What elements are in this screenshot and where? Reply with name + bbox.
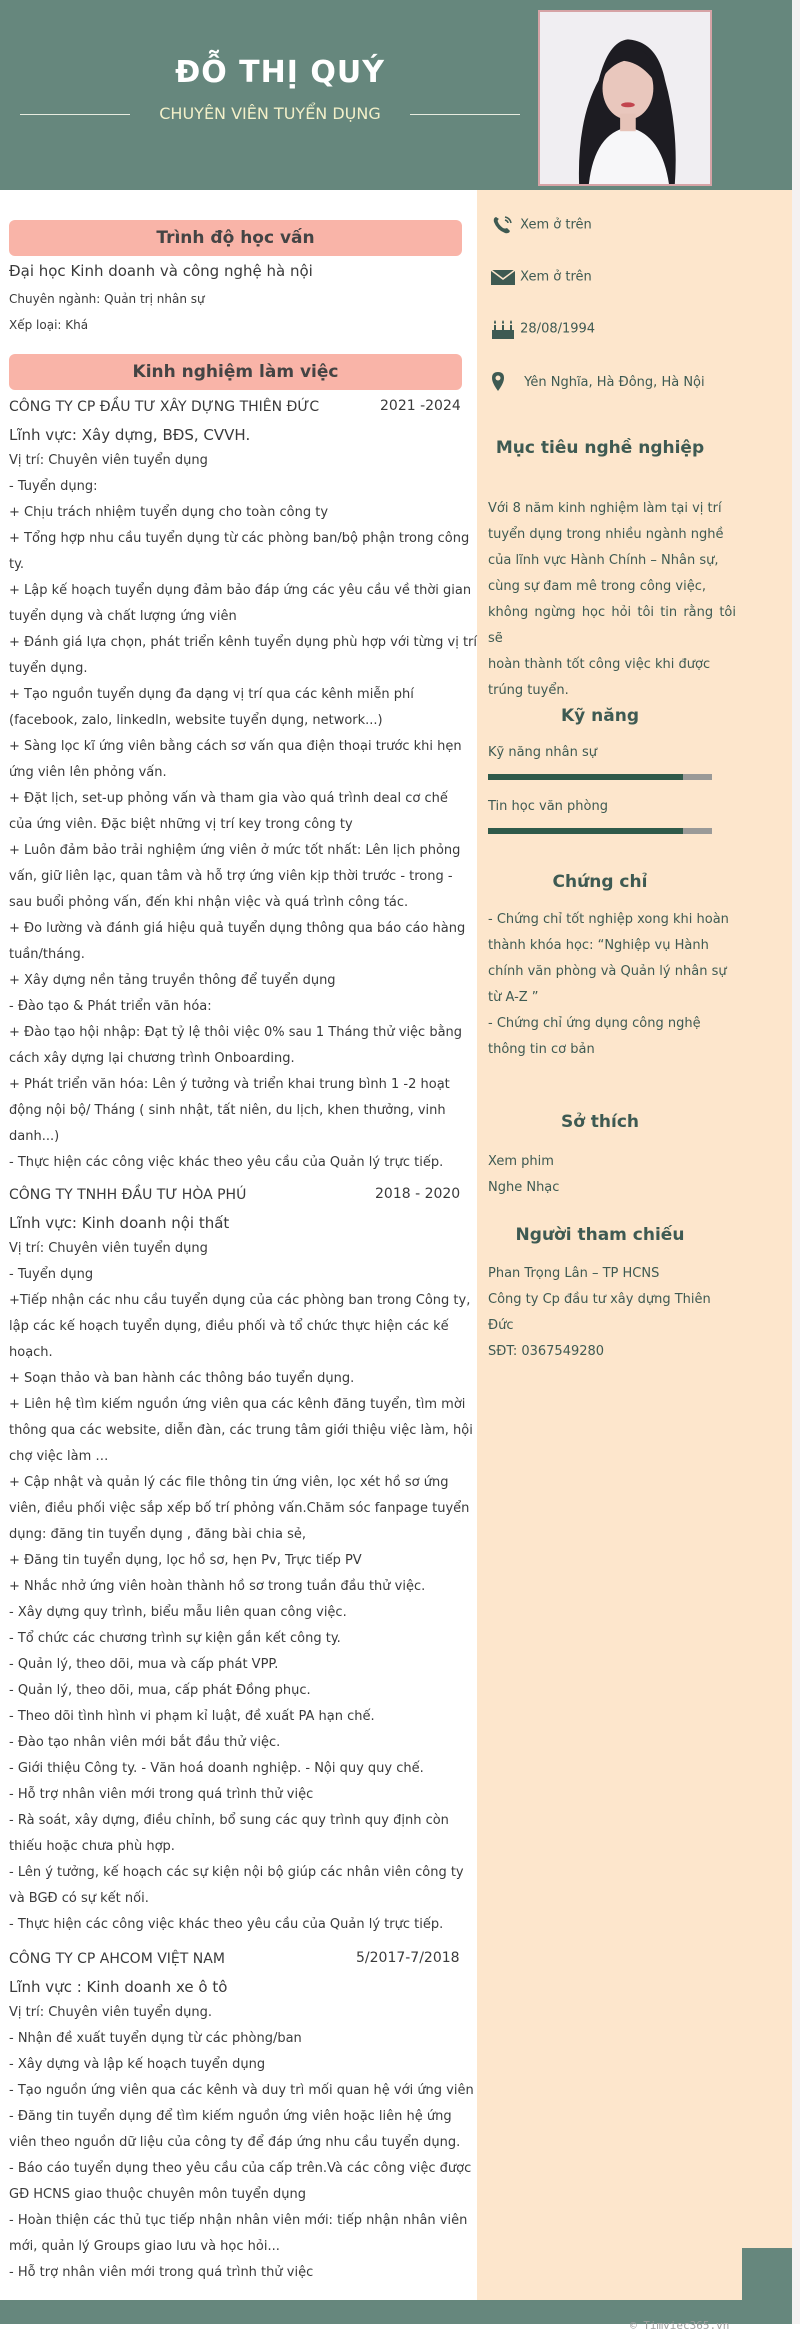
objective-line: Với 8 năm kinh nghiệm làm tại vị trí	[488, 501, 722, 516]
objective-line: không ngừng học hỏi tôi tin rằng tôi sẽ	[488, 605, 736, 646]
skill-bar-fill	[488, 828, 683, 834]
hobbies-list	[488, 1149, 736, 1201]
job-duty-line: của ứng viên. Đặc biệt những vị trí key trong công ty	[9, 817, 353, 832]
references-heading: Người tham chiếu	[515, 1225, 685, 1245]
job-duty-line: - Tạo nguồn ứng viên qua các kênh và duy trì mối quan hệ với ứng viên	[9, 2083, 474, 2098]
page-edge	[792, 190, 800, 2300]
certificate-line: - Chứng chỉ tốt nghiệp xong khi hoàn	[488, 912, 729, 927]
job-duty-line: tuần/tháng.	[9, 947, 85, 962]
reference-line: Phan Trọng Lân – TP HCNS	[488, 1266, 660, 1281]
watermark: © Timviec365.vn	[630, 2319, 730, 2332]
objective-heading: Mục tiêu nghề nghiệp	[495, 438, 705, 458]
job-title: CHUYÊN VIÊN TUYỂN DỤNG	[159, 104, 381, 123]
job-duty-line: thông qua các website, diễn đàn, các trung tâm giới thiệu việc làm, hội	[9, 1423, 473, 1438]
job-duty-line: +Tiếp nhận các nhu cầu tuyển dụng của các phòng ban trong Công ty,	[9, 1293, 471, 1308]
contact-email-text: Xem ở trên	[520, 269, 592, 285]
job-duty-line: động nội bộ/ Tháng ( sinh nhật, tất niên, du lịch, khen thưởng, vinh	[9, 1103, 446, 1118]
job-duty-line: (facebook, zalo, linkedln, website tuyển dụng, network...)	[9, 713, 383, 728]
birthday-cake-icon	[490, 318, 516, 340]
job-duty-line: + Soạn thảo và ban hành các thông báo tuyển dụng.	[9, 1371, 355, 1386]
phone-icon	[490, 214, 516, 236]
contact-phone-text: Xem ở trên	[520, 217, 592, 233]
job-duty-line: và BGĐ có sự kết nối.	[9, 1891, 149, 1906]
job-duty-line: - Quản lý, theo dõi, mua và cấp phát VPP.	[9, 1657, 279, 1672]
job-duty-line: - Quản lý, theo dõi, mua, cấp phát Đồng phục.	[9, 1683, 311, 1698]
footer-edge	[792, 2300, 800, 2324]
hobby-item: Nghe Nhạc	[488, 1180, 560, 1195]
header-edge	[792, 0, 800, 190]
profile-photo-image	[540, 12, 710, 184]
job-duty-line: + Cập nhật và quản lý các file thông tin ứng viên, lọc xét hồ sơ ứng	[9, 1475, 449, 1490]
candidate-name: ĐỖ THỊ QUÝ	[175, 55, 385, 90]
certificate-line: thành khóa học: “Nghiệp vụ Hành	[488, 938, 709, 953]
certificate-line: thông tin cơ bản	[488, 1042, 595, 1057]
company-name: CÔNG TY TNHH ĐẦU TƯ HÒA PHÚ	[9, 1187, 247, 1203]
job-duty-line: Vị trí: Chuyên viên tuyển dụng.	[9, 2005, 213, 2020]
contact-address-text: Yên Nghĩa, Hà Đông, Hà Nội	[524, 374, 705, 390]
job-duty-line: - Tuyển dụng:	[9, 479, 98, 494]
job-duty-line: - Rà soát, xây dựng, điều chỉnh, bổ sung các quy trình quy định còn	[9, 1813, 449, 1828]
job-duty-line: thiếu hoặc chưa phù hợp.	[9, 1839, 175, 1854]
job-duty-line: viên, điều phối việc sắp xếp bố trí phỏng vấn.Chăm sóc fanpage tuyển	[9, 1501, 470, 1516]
job-duty-line: + Liên hệ tìm kiếm nguồn ứng viên qua các kênh đăng tuyển, tìm mời	[9, 1397, 466, 1412]
job-duty-line: + Xây dựng nền tảng truyền thông để tuyển dụng	[9, 973, 336, 988]
title-divider-left	[20, 114, 130, 115]
job-duty-line: + Lập kế hoạch tuyển dụng đảm bảo đáp ứng các yêu cầu về thời gian	[9, 583, 472, 598]
employment-dates: 2018 - 2020	[375, 1186, 461, 1202]
footer-corner-block	[742, 2248, 792, 2300]
job-duty-line: - Hỗ trợ nhân viên mới trong quá trình thử việc	[9, 1787, 314, 1802]
job-duty-line: ứng viên lên phỏng vấn.	[9, 765, 167, 780]
job-duty-line: hoạch.	[9, 1345, 53, 1360]
reference-line: Công ty Cp đầu tư xây dựng Thiên	[488, 1292, 711, 1307]
certificate-line: - Chứng chỉ ứng dụng công nghệ	[488, 1016, 701, 1031]
contact-address	[490, 371, 705, 393]
certificate-line: chính văn phòng và Quản lý nhân sự	[488, 964, 727, 979]
job-duty-line: + Luôn đảm bảo trải nghiệm ứng viên ở mức tốt nhất: Lên lịch phỏng	[9, 843, 461, 858]
job-duty-line: danh...)	[9, 1129, 60, 1144]
company-name: CÔNG TY CP AHCOM VIỆT NAM	[9, 1951, 225, 1967]
objective-line: cùng sự đam mê trong công việc,	[488, 579, 707, 594]
experience-heading: Kinh nghiệm làm việc	[9, 354, 462, 390]
job-duty-line: - Thực hiện các công việc khác theo yêu cầu của Quản lý trực tiếp.	[9, 1917, 444, 1932]
job-duty-line: tuyển dụng.	[9, 661, 88, 676]
job-field: Lĩnh vực : Kinh doanh xe ô tô	[9, 1978, 228, 1996]
education-school: Đại học Kinh doanh và công nghệ hà nội	[9, 262, 313, 280]
job-duty-line: dụng: đăng tin tuyển dụng , đăng bài chia sẻ,	[9, 1527, 307, 1542]
skills-heading: Kỹ năng	[560, 706, 640, 726]
job-duty-line: - Tổ chức các chương trình sự kiện gắn kết công ty.	[9, 1631, 341, 1646]
contact-phone	[490, 214, 592, 236]
employment-dates: 2021 -2024	[380, 398, 461, 414]
job-duty-line: + Tạo nguồn tuyển dụng đa dạng vị trí qua các kênh miễn phí	[9, 687, 414, 702]
job-duty-line: + Nhắc nhở ứng viên hoàn thành hồ sơ trong tuần đầu thử việc.	[9, 1579, 426, 1594]
job-duty-line: - Báo cáo tuyển dụng theo yêu cầu của cấp trên.Và các công việc được	[9, 2161, 472, 2176]
job-duty-line: + Tổng hợp nhu cầu tuyển dụng từ các phòng ban/bộ phận trong công	[9, 531, 470, 546]
job-duty-line: + Đăng tin tuyển dụng, lọc hồ sơ, hẹn Pv, Trực tiếp PV	[9, 1553, 362, 1568]
job-duty-line: - Xây dựng và lập kế hoạch tuyển dụng	[9, 2057, 266, 2072]
job-duty-line: - Đăng tin tuyển dụng để tìm kiếm nguồn ứng viên hoặc liên hệ ứng	[9, 2109, 452, 2124]
envelope-icon	[490, 266, 516, 288]
title-divider-right	[410, 114, 520, 115]
job-duty-line: - Đào tạo & Phát triển văn hóa:	[9, 999, 212, 1014]
job-duty-line: - Xây dựng quy trình, biểu mẫu liên quan công việc.	[9, 1605, 347, 1620]
job-duty-line: mới, quản lý Groups giao lưu và học hỏi...	[9, 2239, 280, 2254]
profile-photo	[538, 10, 712, 186]
contact-birthday-text: 28/08/1994	[520, 321, 596, 337]
job-duty-line: tuyển dụng và chất lượng ứng viên	[9, 609, 237, 624]
job-field: Lĩnh vực: Xây dựng, BĐS, CVVH.	[9, 426, 251, 444]
references-text	[488, 1261, 736, 1365]
job-duty-line: - Theo dõi tình hình vi phạm kỉ luật, đề xuất PA hạn chế.	[9, 1709, 375, 1724]
job-duty-line: - Hỗ trợ nhân viên mới trong quá trình thử việc	[9, 2265, 314, 2280]
objective-line: tuyển dụng trong nhiều ngành nghề	[488, 527, 724, 542]
job-duty-line: + Đào tạo hội nhập: Đạt tỷ lệ thôi việc 0% sau 1 Tháng thử việc bằng	[9, 1025, 463, 1040]
skill-name: Kỹ năng nhân sự	[488, 745, 598, 760]
job-duty-line: + Phát triển văn hóa: Lên ý tưởng và triển khai trung bình 1 -2 hoạt	[9, 1077, 450, 1092]
hobbies-heading: Sở thích	[560, 1112, 640, 1132]
contact-email	[490, 266, 592, 288]
certificate-line: từ A-Z ”	[488, 990, 539, 1005]
employment-dates: 5/2017-7/2018	[356, 1950, 460, 1966]
location-pin-icon	[490, 371, 516, 393]
objective-text	[488, 496, 736, 704]
job-duty-line: sau buổi phỏng vấn, đến khi nhận việc và quá trình công tác.	[9, 895, 409, 910]
skill-bar	[488, 828, 712, 834]
education-major: Chuyên ngành: Quản trị nhân sự	[9, 292, 205, 306]
job-duty-line: - Tuyển dụng	[9, 1267, 94, 1282]
objective-line: hoàn thành tốt công việc khi được	[488, 657, 711, 672]
reference-line: SĐT: 0367549280	[488, 1344, 605, 1359]
certificates-text	[488, 907, 736, 1063]
reference-line: Đức	[488, 1318, 514, 1333]
job-duty-line: - Hoàn thiện các thủ tục tiếp nhận nhân viên mới: tiếp nhận nhân viên	[9, 2213, 468, 2228]
objective-line: trúng tuyển.	[488, 683, 569, 698]
job-title-row	[20, 101, 520, 127]
contact-birthday	[490, 318, 595, 340]
job-duty-line: + Đánh giá lựa chọn, phát triển kênh tuyển dụng phù hợp với từng vị trí	[9, 635, 478, 650]
job-duty-line: - Thực hiện các công việc khác theo yêu cầu của Quản lý trực tiếp.	[9, 1155, 444, 1170]
company-name: CÔNG TY CP ĐẦU TƯ XÂY DỰNG THIÊN ĐỨC	[9, 399, 320, 415]
education-heading: Trình độ học vấn	[9, 220, 462, 256]
certificates-heading: Chứng chỉ	[552, 872, 648, 892]
job-duty-line: viên theo nguồn dữ liệu của công ty để đáp ứng nhu cầu tuyển dụng.	[9, 2135, 461, 2150]
job-duty-line: lập các kế hoạch tuyển dụng, điều phối và tổ chức thực hiện các kế	[9, 1319, 449, 1334]
job-duty-line: ty.	[9, 557, 25, 572]
job-duty-line: - Lên ý tưởng, kế hoạch các sự kiện nội bộ giúp các nhân viên công ty	[9, 1865, 464, 1880]
job-duty-line: Vị trí: Chuyên viên tuyển dụng	[9, 453, 208, 468]
hobby-item: Xem phim	[488, 1154, 554, 1169]
job-duty-line: - Đào tạo nhân viên mới bắt đầu thử việc.	[9, 1735, 281, 1750]
job-duty-line: - Giới thiệu Công ty. - Văn hoá doanh nghiệp. - Nội quy quy chế.	[9, 1761, 424, 1776]
job-duty-line: + Đo lường và đánh giá hiệu quả tuyển dụng thông qua báo cáo hàng	[9, 921, 466, 936]
job-duty-line: Vị trí: Chuyên viên tuyển dụng	[9, 1241, 208, 1256]
job-duty-line: chợ việc làm …	[9, 1449, 109, 1464]
job-duty-line: vấn, giữ liên lạc, quan tâm và hỗ trợ ứng viên kịp thời trước - trong -	[9, 869, 453, 884]
job-duty-line: - Nhận đề xuất tuyển dụng từ các phòng/ban	[9, 2031, 302, 2046]
job-duty-line: cách xây dựng lại chương trình Onboarding.	[9, 1051, 295, 1066]
skill-bar-fill	[488, 774, 683, 780]
job-duty-line: + Chịu trách nhiệm tuyển dụng cho toàn công ty	[9, 505, 329, 520]
job-duty-line: + Đặt lịch, set-up phỏng vấn và tham gia vào quá trình deal cơ chế	[9, 791, 448, 806]
education-grade: Xếp loại: Khá	[9, 318, 89, 332]
job-duty-line: + Sàng lọc kĩ ứng viên bằng cách sơ vấn qua điện thoại trước khi hẹn	[9, 739, 462, 754]
objective-line: của lĩnh vực Hành Chính – Nhân sự,	[488, 553, 719, 568]
job-field: Lĩnh vực: Kinh doanh nội thất	[9, 1214, 230, 1232]
skill-bar	[488, 774, 712, 780]
job-duty-line: GĐ HCNS giao thuộc chuyên môn tuyển dụng	[9, 2187, 307, 2202]
skill-name: Tin học văn phòng	[488, 799, 608, 814]
